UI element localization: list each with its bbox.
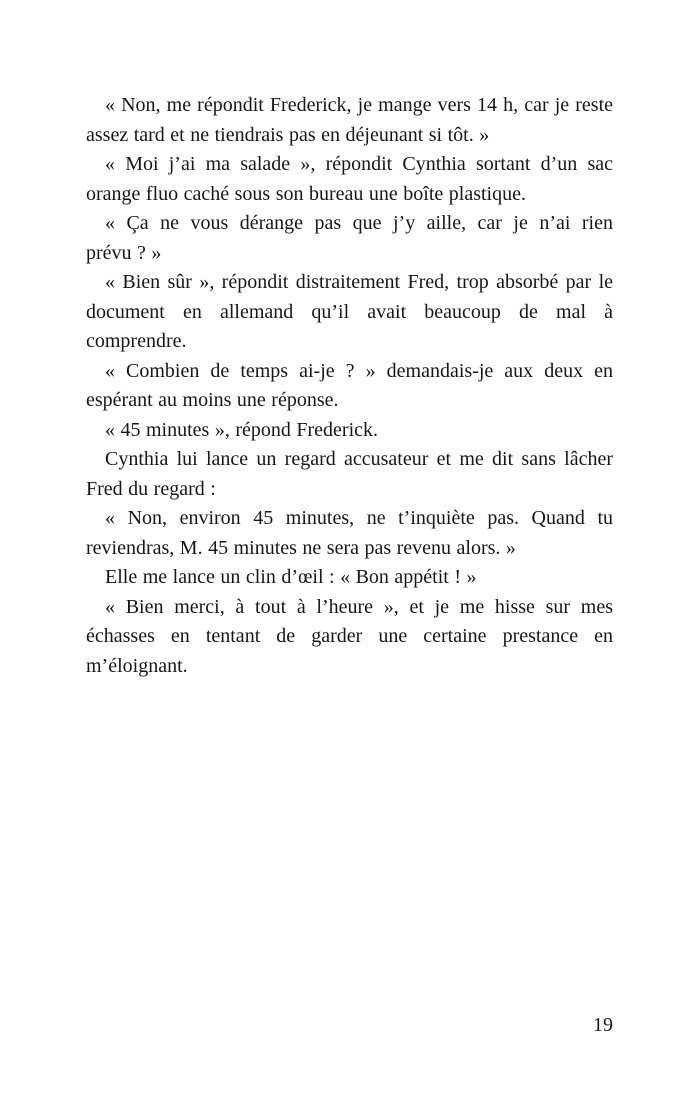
paragraph: « Combien de temps ai-je ? » demandais-je aux deux en espérant au moins une réponse. — [86, 359, 613, 411]
paragraph: « Ça ne vous dérange pas que j’y aille, car je n’ai rien prévu ? » — [86, 212, 613, 264]
paragraph: « Moi j’ai ma salade », répondit Cynthia sortant d’un sac orange fluo caché sous son bureau une boîte plastique. — [86, 153, 613, 205]
paragraph: Cynthia lui lance un regard accusateur et me dit sans lâcher Fred du regard : — [86, 448, 613, 500]
paragraph: « Bien sûr », répondit distraitement Fred, trop absorbé par le document en allemand qu’il avait beaucoup de mal à comprendre. — [86, 271, 613, 352]
paragraph: « Non, me répondit Frederick, je mange vers 14 h, car je reste assez tard et ne tiendrais pas en déjeunant si tôt. » — [86, 94, 613, 146]
paragraph: « Bien merci, à tout à l’heure », et je me hisse sur mes échasses en tentant de garder une certaine prestance en m’éloignant. — [86, 595, 613, 677]
page-number: 19 — [593, 1014, 613, 1036]
paragraph: « 45 minutes », répond Frederick. — [105, 418, 378, 441]
paragraph: Elle me lance un clin d’œil : « Bon appétit ! » — [105, 566, 477, 588]
paragraph: « Non, environ 45 minutes, ne t’inquiète pas. Quand tu reviendras, M. 45 minutes ne sera pas revenu alors. » — [86, 507, 613, 559]
page-text-block — [86, 91, 613, 681]
